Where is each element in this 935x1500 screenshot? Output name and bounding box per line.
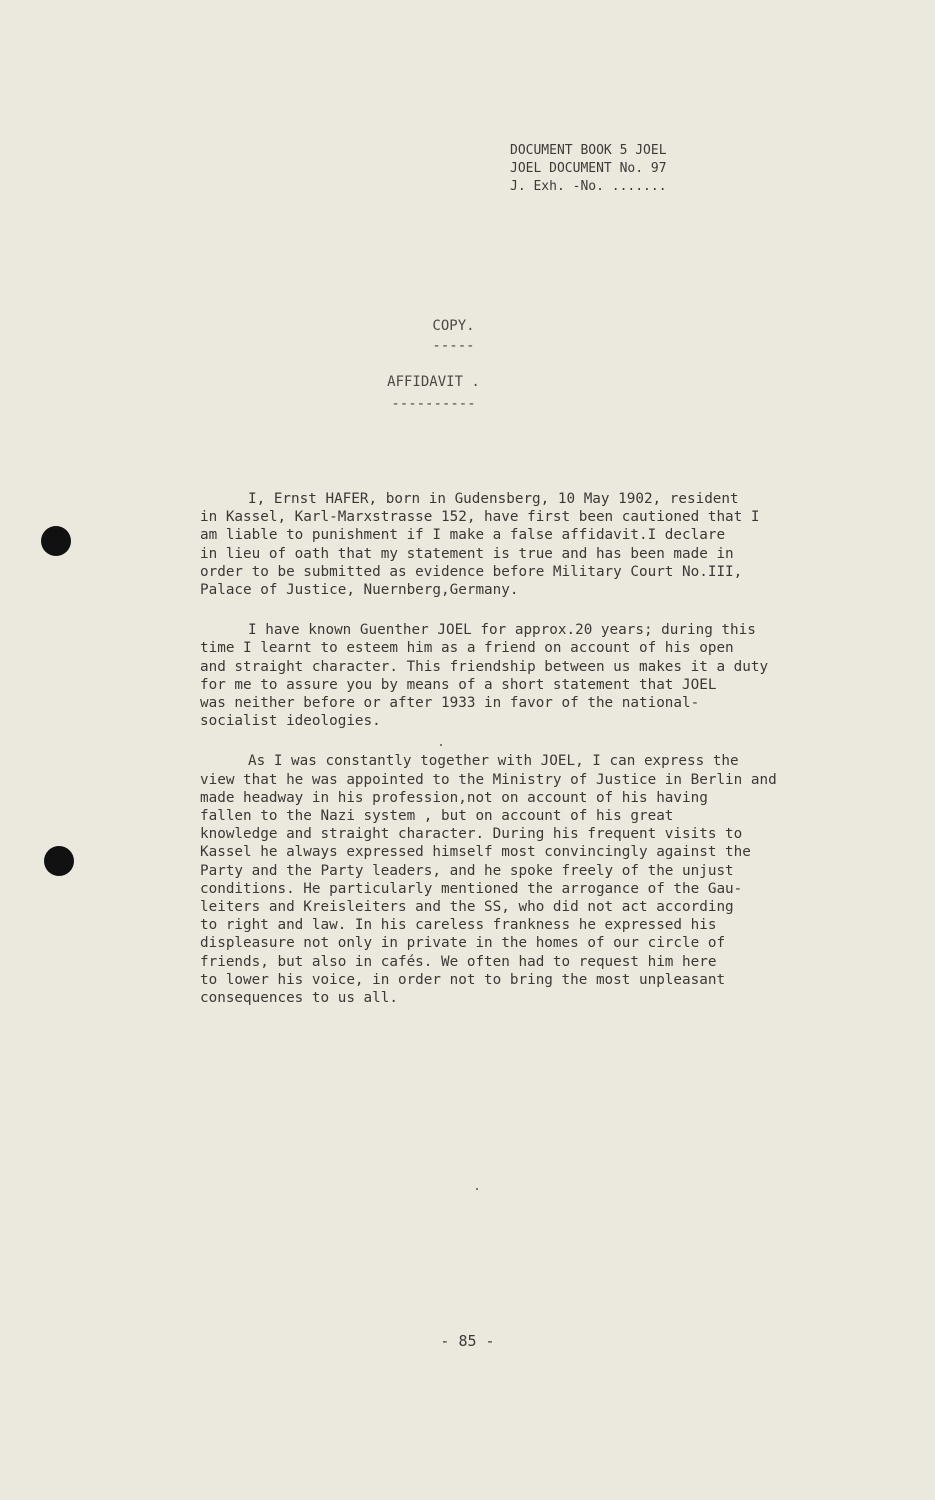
page-number: - 85 - <box>440 1332 495 1350</box>
affidavit-heading: AFFIDAVIT . <box>387 374 480 390</box>
ink-speck <box>440 744 442 746</box>
text-line: made headway in his profession,not on account of his having <box>200 789 708 806</box>
text-line: view that he was appointed to the Ministry of Justice in Berlin and <box>200 771 777 788</box>
document-book-line: DOCUMENT BOOK 5 JOEL <box>510 143 667 158</box>
text-line: am liable to punishment if I make a false affidavit.I declare <box>200 527 726 544</box>
document-reference-block <box>510 142 667 196</box>
copy-heading: COPY. <box>432 318 475 334</box>
affidavit-body <box>200 490 850 1029</box>
paragraph-friendship <box>200 621 850 730</box>
text-line: and straight character. This friendship between us makes it a duty <box>200 658 769 675</box>
text-line: socialist ideologies. <box>200 713 381 730</box>
affidavit-underline: ---------- <box>391 396 476 412</box>
text-line: leiters and Kreisleiters and the SS, who did not act according <box>200 899 734 916</box>
text-line: for me to assure you by means of a short statement that JOEL <box>200 676 717 693</box>
text-line: Party and the Party leaders, and he spoke freely of the unjust <box>200 862 734 879</box>
text-line: Palace of Justice, Nuernberg,Germany. <box>200 582 519 599</box>
text-line: friends, but also in cafés. We often had to request him here <box>200 953 717 970</box>
text-line: knowledge and straight character. During his frequent visits to <box>200 826 743 843</box>
text-line: was neither before or after 1933 in favor of the national- <box>200 695 700 712</box>
copy-underline: ----- <box>432 338 475 354</box>
text-line: to lower his voice, in order not to bring the most unpleasant <box>200 971 726 988</box>
text-line: displeasure not only in private in the homes of our circle of <box>200 935 726 952</box>
ink-speck <box>476 1188 478 1190</box>
text-line: to right and law. In his careless frankness he expressed his <box>200 917 717 934</box>
exhibit-number-line: J. Exh. -No. ....... <box>510 179 667 194</box>
paragraph-character <box>200 752 850 1007</box>
text-line: order to be submitted as evidence before Military Court No.III, <box>200 563 743 580</box>
punch-hole <box>44 846 74 876</box>
text-line: Kassel he always expressed himself most convincingly against the <box>200 844 751 861</box>
text-line: As I was constantly together with JOEL, I can express the <box>248 753 739 770</box>
text-line: I, Ernst HAFER, born in Gudensberg, 10 May 1902, resident <box>248 491 739 507</box>
text-line: in lieu of oath that my statement is true and has been made in <box>200 545 734 562</box>
document-number-line: JOEL DOCUMENT No. 97 <box>510 161 667 176</box>
text-line: I have known Guenther JOEL for approx.20 years; during this <box>248 622 756 639</box>
text-line: conditions. He particularly mentioned the arrogance of the Gau- <box>200 880 743 897</box>
text-line: in Kassel, Karl-Marxstrasse 152, have first been cautioned that I <box>200 509 760 526</box>
text-line: fallen to the Nazi system , but on account of his great <box>200 808 674 825</box>
punch-hole <box>41 526 71 556</box>
text-line: time I learnt to esteem him as a friend on account of his open <box>200 640 734 657</box>
paragraph-declaration <box>200 490 850 599</box>
text-line: consequences to us all. <box>200 990 398 1007</box>
